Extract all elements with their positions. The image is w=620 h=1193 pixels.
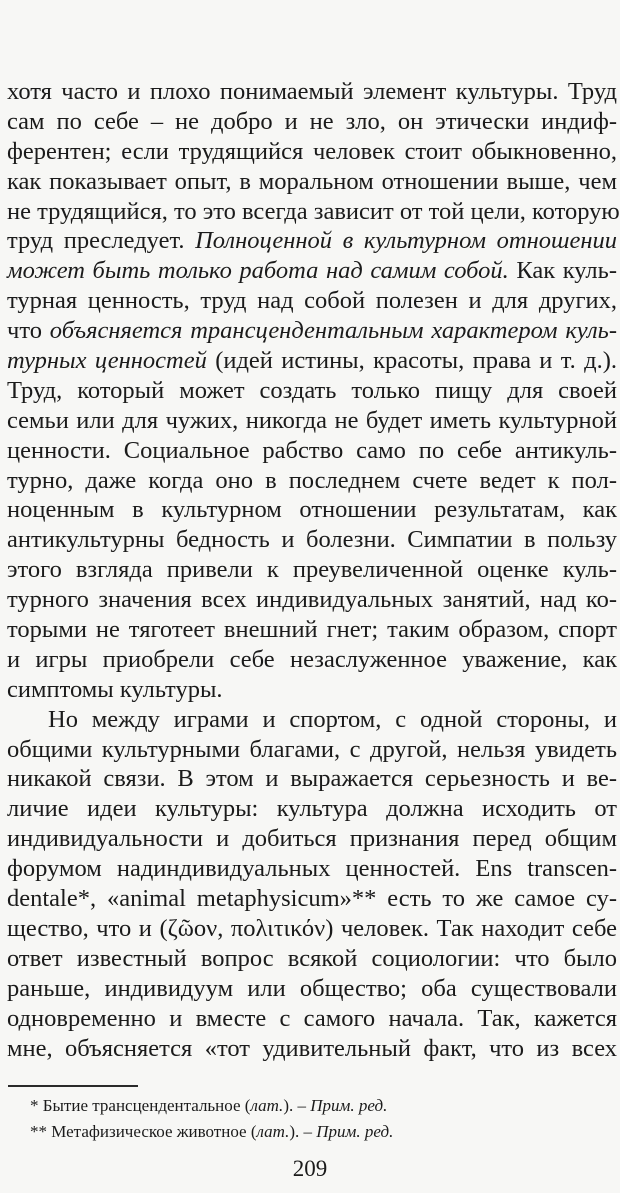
text-line — [7, 884, 617, 914]
text-run: антикультурны бедность и болезни. Симпатии в пользу — [7, 526, 617, 554]
text-line — [7, 466, 617, 496]
text-run: dentale*, «animal metaphysicum»** есть то же самое су- — [7, 885, 617, 913]
text-line — [7, 376, 617, 406]
text-line — [7, 645, 617, 675]
text-run: этого взгляда привели к преувеличенной оценке куль- — [7, 556, 617, 584]
text-line — [7, 854, 617, 884]
text-line — [7, 197, 620, 227]
text-run: труд преследует. — [7, 227, 196, 255]
text-run: турного значения всех индивидуальных занятий, над ко- — [7, 586, 617, 614]
text-line — [7, 1004, 617, 1034]
text-run: и игры приобрели себе незаслуженное уважение, как — [7, 645, 617, 673]
text-line — [7, 346, 617, 376]
footnote-line — [30, 1093, 530, 1119]
text-line — [7, 705, 617, 735]
italic-text: лат. — [256, 1122, 290, 1141]
text-line — [7, 944, 617, 974]
footnote-rule — [8, 1085, 138, 1087]
footnotes — [30, 1093, 530, 1145]
text-run: не трудящийся, то это всегда зависит от той цели, которую — [7, 197, 620, 225]
text-run: турно, даже когда оно в последнем счете ведет к пол- — [7, 466, 617, 494]
text-line — [7, 974, 617, 1004]
text-line — [7, 316, 617, 346]
text-run: личие идеи культуры: культура должна исходить от — [7, 795, 617, 823]
text-line — [7, 256, 617, 286]
italic-text: может быть только работа над самим собой. — [7, 257, 509, 285]
text-run: (идей истины, красоты, права и т. д.). — [206, 347, 617, 375]
text-run: что — [7, 317, 50, 345]
italic-text: Полноценной в культурном отношении — [195, 227, 617, 255]
text-line — [7, 615, 617, 645]
body-text — [7, 77, 620, 1063]
text-run: общими культурными благами, с другой, нельзя увидеть — [7, 735, 617, 763]
text-line — [7, 1034, 617, 1064]
text-run: хотя часто и плохо понимаемый элемент культуры. Труд — [7, 78, 617, 105]
page-number: 209 — [292, 1156, 328, 1181]
text-run: Труд, который может создать только пищу для своей — [7, 376, 617, 404]
text-line — [7, 286, 617, 316]
text-run: мне, объясняется «тот удивительный факт, что из всех — [7, 1034, 617, 1062]
text-run: одновременно и вместе с самого начала. Так, кажется — [7, 1004, 617, 1032]
text-line — [7, 436, 617, 466]
text-run: ноценным в культурном отношении результатам, как — [7, 496, 617, 524]
italic-text: лат. — [250, 1096, 284, 1115]
text-line — [7, 914, 617, 944]
text-line — [7, 794, 617, 824]
text-line — [7, 585, 617, 615]
text-run: щество, что и (ζῶον, πολιτικόν) человек. Так находит себе — [7, 914, 617, 942]
text-line — [7, 555, 617, 585]
text-line — [7, 675, 617, 705]
italic-text: Прим. ред. — [310, 1096, 388, 1115]
text-run: ценности. Социальное рабство само по себе антикуль- — [7, 436, 617, 464]
text-run: сам по себе – не добро и не зло, он этически индиф- — [7, 107, 617, 135]
text-run: торыми не тяготеет внешний гнет; таким образом, спорт — [7, 616, 617, 644]
text-run: раньше, индивидуум или общество; оба существовали — [7, 974, 617, 1002]
text-line — [7, 735, 617, 765]
text-line — [7, 525, 617, 555]
text-run: как показывает опыт, в моральном отношении выше, чем — [7, 167, 617, 195]
text-run: ферентен; если трудящийся человек стоит обыкновенно, — [7, 137, 617, 165]
text-line — [7, 167, 617, 197]
text-run: никакой связи. В этом и выражается серьезность и ве- — [7, 765, 617, 793]
text-line — [7, 406, 617, 436]
text-line — [7, 107, 617, 137]
text-run: форумом надиндивидуальных ценностей. Ens transcen- — [7, 855, 617, 883]
text-run: Но между играми и спортом, с одной стороны, и — [48, 705, 617, 733]
text-run: ** Метафизическое животное ( — [30, 1122, 257, 1141]
footnote-line — [30, 1119, 530, 1145]
text-line — [7, 764, 617, 794]
text-run: симптомы культуры. — [7, 675, 223, 703]
text-run: семьи или для чужих, никогда не будет иметь культурной — [7, 406, 617, 434]
italic-text: турных ценностей — [7, 347, 207, 375]
italic-text: Прим. ред. — [316, 1122, 394, 1141]
italic-text: объясняется трансцендентальным характером куль- — [49, 317, 617, 345]
text-run: ). – — [289, 1122, 317, 1141]
text-line — [7, 226, 617, 256]
text-line — [7, 77, 617, 107]
text-run: индивидуальности и добиться признания перед общим — [7, 825, 617, 853]
text-line — [7, 137, 617, 167]
text-run: ). – — [283, 1096, 311, 1115]
text-run: ответ известный вопрос всякой социологии: что было — [7, 944, 617, 972]
text-run: * Бытие трансцендентальное ( — [30, 1096, 251, 1115]
text-line — [7, 824, 617, 854]
text-line — [7, 495, 617, 525]
text-run: турная ценность, труд над собой полезен и для других, — [7, 287, 617, 315]
text-run: Как куль- — [508, 257, 617, 285]
